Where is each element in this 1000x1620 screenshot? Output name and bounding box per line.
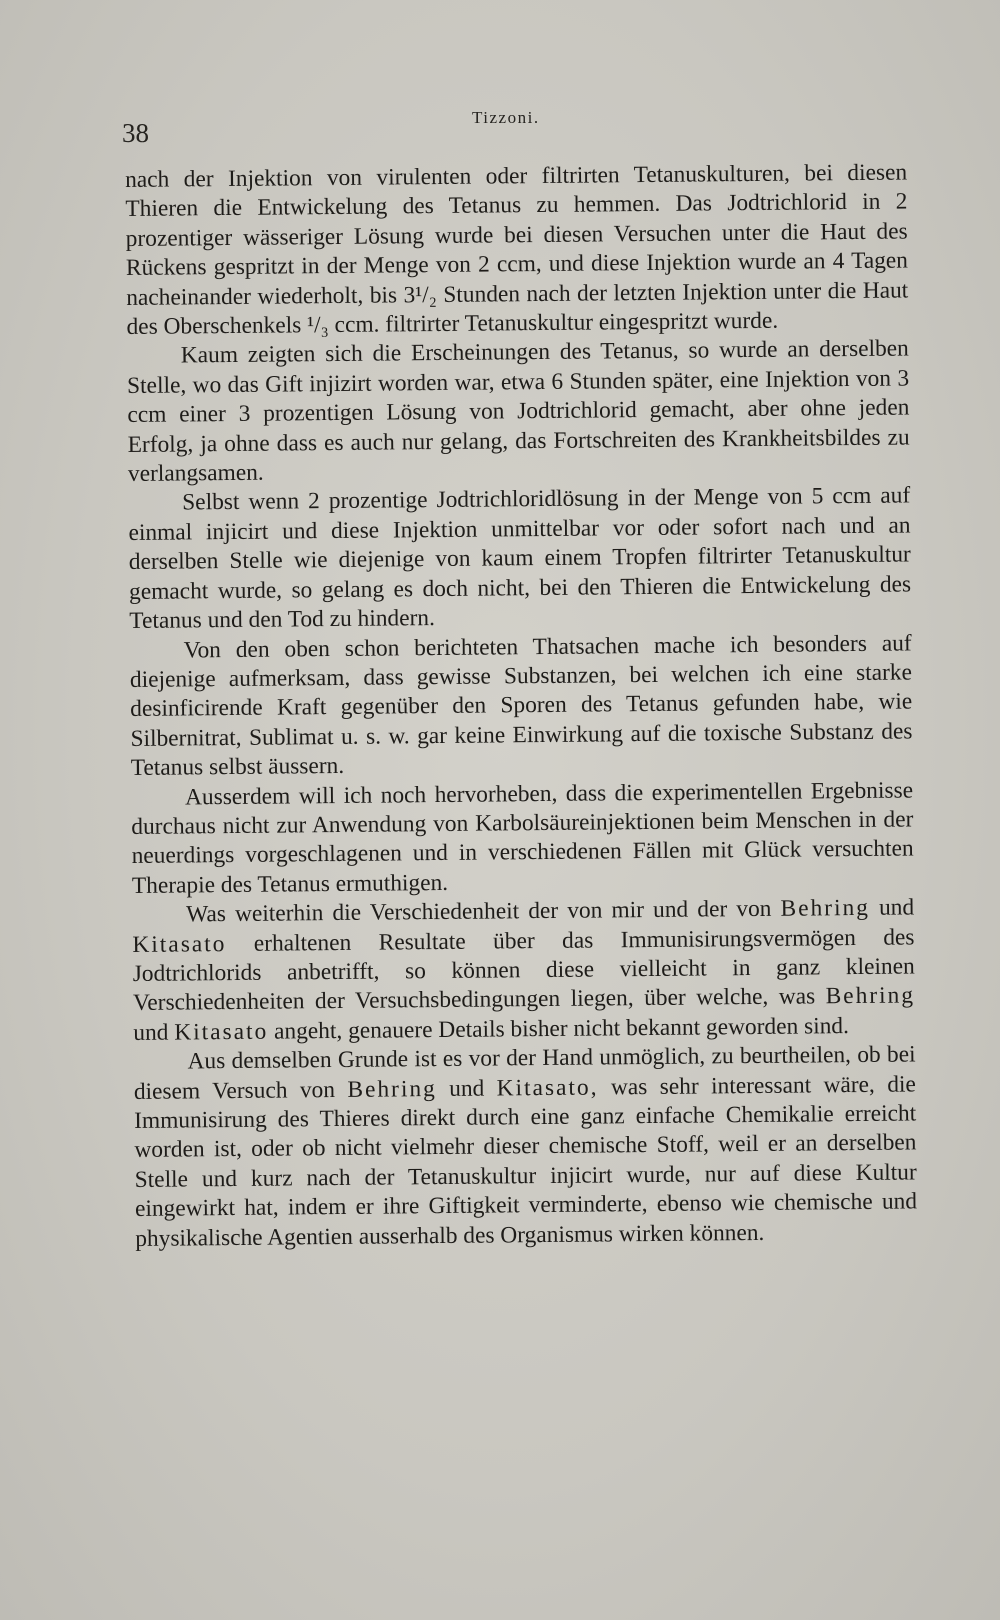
p6-text-b: und <box>878 894 915 921</box>
p7-text-b: und <box>449 1075 485 1102</box>
author-name-behring: Behring <box>825 982 916 1010</box>
paragraph-5: Ausserdem will ich noch hervorheben, dass die experimentellen Ergebnisse durchaus nicht zur Anwendung von Karbolsäureinjektionen beim Menschen in der neuerdings vorgeschlagenen und in verschiedenen Fällen mit Glück versuchten Therapie des Tetanus ermuthigen. <box>131 776 914 899</box>
paragraph-7 <box>133 1041 917 1254</box>
author-name-behring: Behring <box>347 1075 437 1103</box>
author-name-kitasato: Kitasato <box>174 1018 269 1046</box>
paragraph-2: Kaum zeigten sich die Erscheinungen des Tetanus, so wurde an derselben Stelle, wo das Gift injizirt worden war, etwa 6 Stunden später, eine Injektion von 3 ccm einer 3 prozentigen Lösung von Jodtrichlorid gemacht, aber ohne jeden Erfolg, ja ohne dass es auch nur gelang, das Fortschreiten des Krankheitsbildes zu verlangsamen. <box>126 335 910 488</box>
p6-text-a: Was weiterhin die Verschiedenheit der von mir und der von <box>186 895 772 928</box>
paragraph-6 <box>132 894 915 1049</box>
paragraph-4: Von den oben schon berichteten Thatsachen mache ich besonders auf diejenige aufmerksam, dass gewisse Substanzen, bei welchen ich eine starke desinficirende Kraft gegenüber den Sporen des Tetanus gefunden habe, wie Silbernitrat, Sublimat u. s. w. gar keine Einwirkung auf die toxische Substanz des Tetanus selbst äussern. <box>129 629 913 782</box>
paragraph-1: nach der Injektion von virulenten oder filtrirten Tetanuskulturen, bei diesen Thieren die Entwickelung des Tetanus zu hemmen. Das Jodtrichlorid in 2 prozentiger wässeriger Lösung wurde bei diesen Versuchen unter die Haut des Rückens gespritzt in der Menge von 2 ccm, und diese Injektion wurde an 4 Tagen nacheinander wiederholt, bis 3¹/₂ Stunden nach der letzten Injektion unter die Haut des Oberschenkels ¹/₃ ccm. filtrirter Tetanuskultur eingespritzt wurde. <box>125 159 909 341</box>
running-title: Tizzoni. <box>472 108 540 127</box>
p6-text-c: erhaltenen Resultate über das Immunisirungsvermögen des Jodtrichlorids anbetrifft, so können diese vielleicht in ganz kleinen Verschiedenheiten der Versuchsbedingungen liegen, über welche, was <box>132 924 915 1017</box>
p7-text-c: was sehr interessant wäre, die Immunisirung des Thieres direkt durch eine ganz einfache Chemikalie erreicht worden ist, oder ob nicht vielmehr dieser chemische Stoff, weil er an derselben Stelle und kurz nach der Tetanuskultur injicirt wurde, nur auf diese Kultur eingewirkt hat, indem er ihre Giftigkeit verminderte, ebenso wie chemische und physikalische Agentien ausserhalb des Organismus wirken können. <box>134 1071 918 1252</box>
page-header <box>122 108 912 148</box>
author-name-kitasato: Kitasato <box>132 930 227 958</box>
p6-text-e: angeht, genauere Details bisher nicht bekannt geworden sind. <box>273 1012 850 1045</box>
paragraph-3: Selbst wenn 2 prozentige Jodtrichloridlösung in der Menge von 5 ccm auf einmal injicirt und diese Injektion unmittelbar vor oder sofort nach und an derselben Stelle wie diejenige von kaum einem Tropfen filtrirter Tetanuskultur gemacht wurde, so gelang es doch nicht, bei den Thieren die Entwickelung des Tetanus und den Tod zu hindern. <box>128 482 912 635</box>
body-text <box>125 158 917 1253</box>
p7-text-a: Aus demselben Grunde ist es vor der Hand unmöglich, zu beurtheilen, ob bei diesem Versuch von <box>133 1041 916 1105</box>
p6-text-d: und <box>133 1019 169 1046</box>
author-name-behring: Behring <box>780 895 871 922</box>
author-name-kitasato: Kitasato, <box>496 1074 599 1102</box>
page-number: 38 <box>122 118 149 148</box>
